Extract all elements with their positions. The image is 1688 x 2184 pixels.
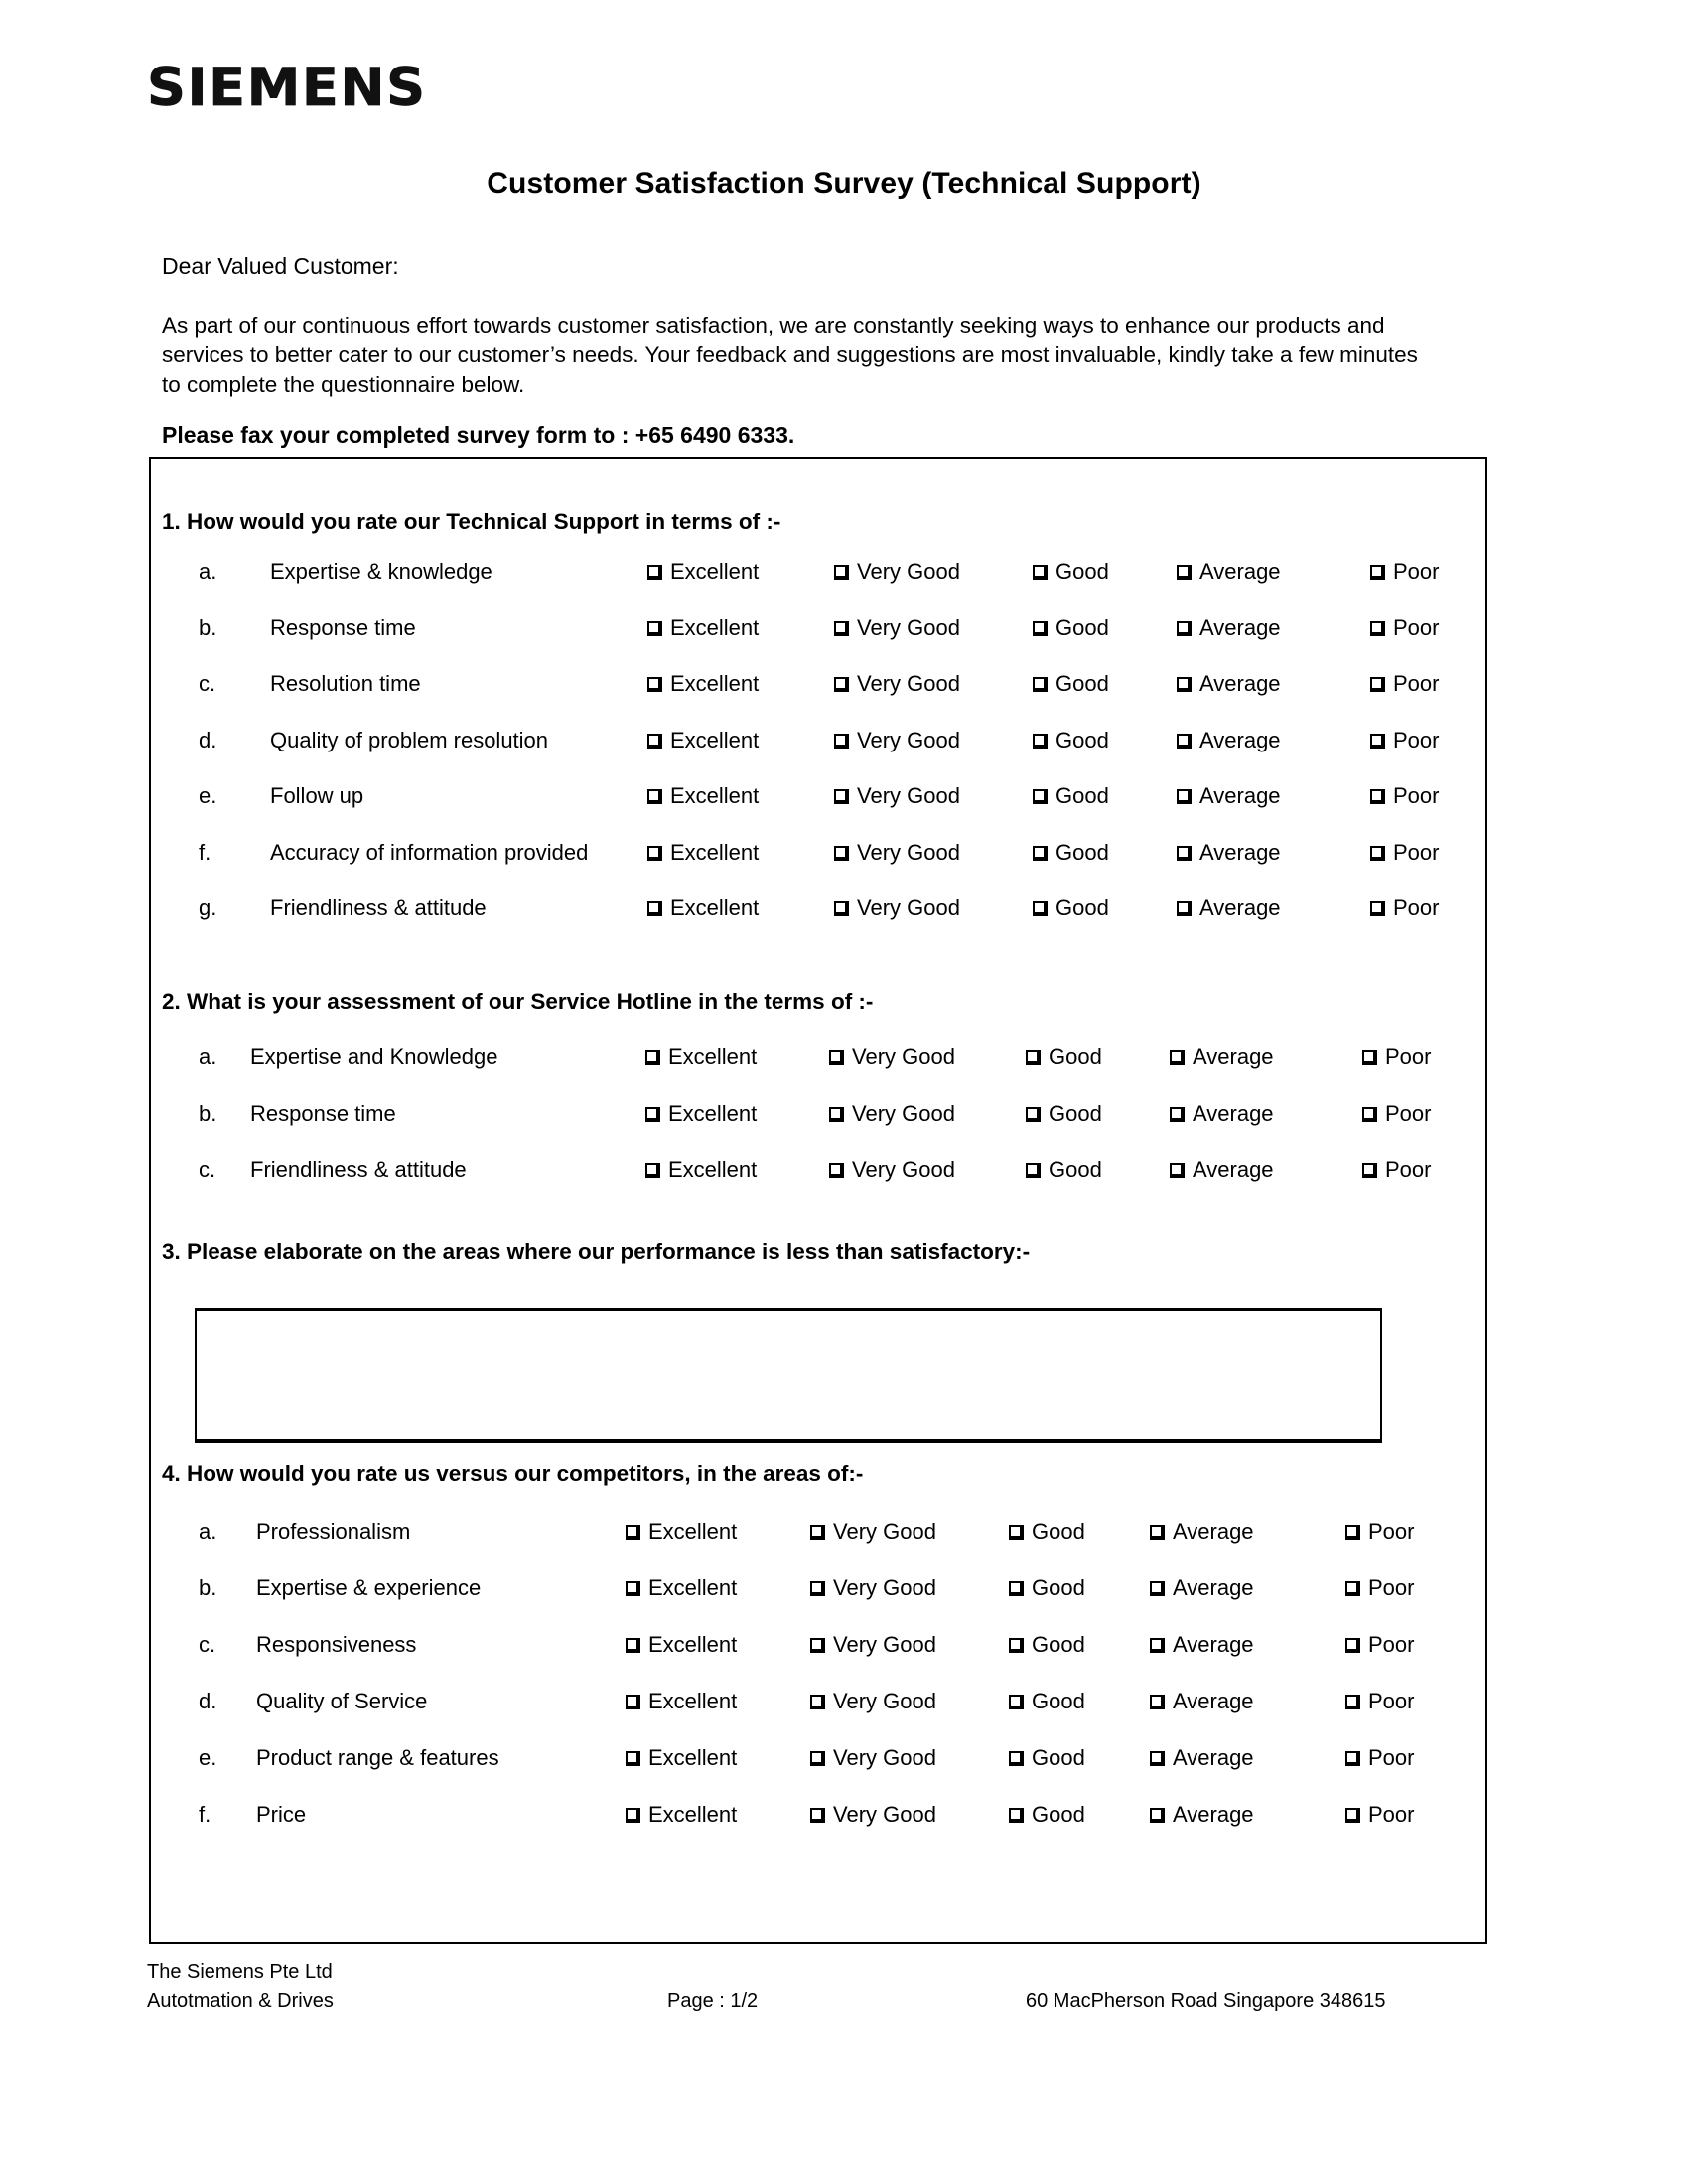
rating-option[interactable]	[626, 1802, 737, 1828]
rating-option[interactable]	[647, 615, 759, 641]
rating-option-label: Excellent	[648, 1519, 738, 1544]
rating-option-label: Average	[1173, 1632, 1254, 1657]
intro-paragraph: As part of our continuous effort towards customer satisfaction, we are constantly seeking ways to enhance our products and services to better cater to our customer’s needs. Your feedback and suggestions are most invaluable, kindly take a few minutes to complete the questionnaire below.	[162, 313, 1418, 397]
checkbox-icon[interactable]	[647, 621, 662, 636]
row-letter: d.	[199, 727, 217, 752]
checkbox-icon[interactable]	[1026, 1050, 1041, 1065]
rating-option-label: Poor	[1393, 671, 1440, 696]
checkbox-icon[interactable]	[645, 1163, 660, 1178]
row-letter: a.	[199, 1044, 217, 1069]
rating-option-label: Good	[1055, 839, 1109, 865]
rating-option-label: Poor	[1393, 895, 1440, 920]
checkbox-icon[interactable]	[1009, 1751, 1024, 1766]
checkbox-icon[interactable]	[834, 846, 849, 861]
rating-option[interactable]	[1026, 1044, 1102, 1070]
rating-option-label: Very Good	[833, 1632, 936, 1657]
checkbox-icon[interactable]	[1150, 1525, 1165, 1540]
checkbox-icon[interactable]	[1362, 1050, 1377, 1065]
row-letter: a.	[199, 1519, 217, 1544]
rating-option-label: Very Good	[833, 1519, 936, 1544]
question-3-heading: 3. Please elaborate on the areas where our performance is less than satisfactory:-	[162, 1239, 1031, 1264]
rating-option[interactable]	[1177, 728, 1281, 753]
rating-option-label: Poor	[1393, 783, 1440, 808]
checkbox-icon[interactable]	[1177, 789, 1192, 804]
rating-option[interactable]	[647, 671, 759, 697]
rating-option-label: Average	[1199, 727, 1281, 752]
row-label: Response time	[270, 614, 416, 640]
rating-option-label: Excellent	[648, 1689, 738, 1713]
checkbox-icon[interactable]	[1009, 1638, 1024, 1653]
rating-option[interactable]	[1150, 1745, 1254, 1771]
checkbox-icon[interactable]	[626, 1695, 640, 1709]
rating-option-label: Good	[1055, 559, 1109, 584]
checkbox-icon[interactable]	[810, 1808, 825, 1823]
rating-option-label: Average	[1173, 1575, 1254, 1600]
rating-option-label: Poor	[1393, 727, 1440, 752]
checkbox-icon[interactable]	[1170, 1163, 1185, 1178]
rating-option[interactable]	[1370, 728, 1439, 753]
row-label: Responsiveness	[256, 1632, 417, 1657]
rating-option-label: Poor	[1393, 614, 1440, 640]
checkbox-icon[interactable]	[834, 789, 849, 804]
rating-option[interactable]	[834, 559, 960, 585]
checkbox-icon[interactable]	[1009, 1695, 1024, 1709]
rating-option[interactable]	[1033, 615, 1109, 641]
rating-option-label: Poor	[1368, 1575, 1415, 1600]
rating-option-label: Poor	[1385, 1044, 1432, 1069]
rating-option[interactable]	[645, 1044, 757, 1070]
rating-option-label: Very Good	[857, 895, 960, 920]
rating-option-label: Good	[1055, 671, 1109, 696]
row-label: Quality of problem resolution	[270, 727, 549, 752]
page-footer	[0, 1961, 1688, 2040]
rating-option[interactable]	[1370, 840, 1439, 866]
row-label: Accuracy of information provided	[270, 839, 589, 865]
checkbox-icon[interactable]	[1170, 1107, 1185, 1122]
rating-option[interactable]	[810, 1689, 936, 1714]
rating-option-label: Average	[1199, 614, 1281, 640]
rating-option[interactable]	[645, 1158, 757, 1183]
checkbox-icon[interactable]	[1033, 734, 1048, 749]
row-letter: c.	[199, 671, 216, 696]
rating-option-label: Very Good	[857, 783, 960, 808]
rating-option-label: Poor	[1385, 1101, 1432, 1126]
row-letter: g.	[199, 895, 217, 920]
checkbox-icon[interactable]	[626, 1808, 640, 1823]
rating-option[interactable]	[1009, 1802, 1085, 1828]
rating-option-label: Excellent	[668, 1158, 758, 1182]
rating-option[interactable]	[1026, 1158, 1102, 1183]
checkbox-icon[interactable]	[1177, 846, 1192, 861]
rating-option-label: Good	[1055, 783, 1109, 808]
row-label: Quality of Service	[256, 1689, 428, 1713]
checkbox-icon[interactable]	[834, 901, 849, 916]
rating-option-label: Very Good	[852, 1044, 955, 1069]
rating-option[interactable]	[1170, 1044, 1274, 1070]
row-label: Expertise & knowledge	[270, 559, 492, 584]
checkbox-icon[interactable]	[1370, 789, 1385, 804]
row-letter: c.	[199, 1158, 216, 1182]
rating-option[interactable]	[1033, 671, 1109, 697]
rating-option[interactable]	[829, 1101, 955, 1127]
rating-option[interactable]	[1345, 1519, 1414, 1545]
row-label: Resolution time	[270, 671, 421, 696]
rating-option[interactable]	[626, 1689, 737, 1714]
checkbox-icon[interactable]	[1370, 677, 1385, 692]
rating-option[interactable]	[647, 559, 759, 585]
rating-option[interactable]	[1033, 783, 1109, 809]
row-label: Friendliness & attitude	[270, 895, 487, 920]
rating-option[interactable]	[1150, 1575, 1254, 1601]
rating-option-label: Average	[1199, 839, 1281, 865]
row-label: Friendliness & attitude	[250, 1158, 467, 1182]
rating-option-label: Poor	[1368, 1689, 1415, 1713]
rating-option-label: Very Good	[833, 1745, 936, 1770]
checkbox-icon[interactable]	[647, 565, 662, 580]
rating-option-label: Average	[1199, 671, 1281, 696]
rating-option-label: Poor	[1368, 1632, 1415, 1657]
rating-option[interactable]	[626, 1519, 737, 1545]
rating-option[interactable]	[829, 1044, 955, 1070]
checkbox-icon[interactable]	[810, 1695, 825, 1709]
rating-option-label: Excellent	[668, 1044, 758, 1069]
checkbox-icon[interactable]	[810, 1525, 825, 1540]
checkbox-icon[interactable]	[1345, 1581, 1360, 1596]
row-label: Product range & features	[256, 1745, 499, 1770]
rating-option[interactable]	[1177, 615, 1281, 641]
checkbox-icon[interactable]	[1033, 846, 1048, 861]
checkbox-icon[interactable]	[1370, 846, 1385, 861]
checkbox-icon[interactable]	[810, 1581, 825, 1596]
row-label: Price	[256, 1802, 307, 1827]
checkbox-icon[interactable]	[1150, 1581, 1165, 1596]
rating-option[interactable]	[1370, 559, 1439, 585]
checkbox-icon[interactable]	[1370, 901, 1385, 916]
checkbox-icon[interactable]	[645, 1107, 660, 1122]
checkbox-icon[interactable]	[1370, 621, 1385, 636]
checkbox-icon[interactable]	[647, 789, 662, 804]
rating-option-label: Very Good	[857, 727, 960, 752]
rating-option-label: Excellent	[668, 1101, 758, 1126]
rating-option[interactable]	[1177, 671, 1281, 697]
checkbox-icon[interactable]	[1177, 734, 1192, 749]
checkbox-icon[interactable]	[647, 677, 662, 692]
row-letter: b.	[199, 1575, 217, 1600]
row-letter: b.	[199, 614, 217, 640]
rating-option[interactable]	[1177, 783, 1281, 809]
checkbox-icon[interactable]	[647, 901, 662, 916]
checkbox-icon[interactable]	[1150, 1751, 1165, 1766]
footer-page-number: Page : 1/2	[667, 1990, 759, 2012]
rating-option-label: Average	[1199, 783, 1281, 808]
rating-option-label: Average	[1173, 1745, 1254, 1770]
rating-option[interactable]	[1033, 840, 1109, 866]
rating-option[interactable]	[1170, 1158, 1274, 1183]
rating-option-label: Good	[1032, 1519, 1085, 1544]
row-label: Follow up	[270, 783, 364, 808]
rating-option[interactable]	[1009, 1519, 1085, 1545]
rating-option[interactable]	[1345, 1575, 1414, 1601]
rating-option-label: Very Good	[833, 1802, 936, 1827]
rating-option[interactable]	[1150, 1632, 1254, 1658]
rating-option-label: Poor	[1368, 1745, 1415, 1770]
row-letter: e.	[199, 1745, 217, 1770]
rating-option-label: Very Good	[857, 839, 960, 865]
rating-option-label: Average	[1193, 1158, 1274, 1182]
rating-option[interactable]	[647, 728, 759, 753]
rating-option-label: Good	[1055, 895, 1109, 920]
rating-option[interactable]	[626, 1632, 737, 1658]
checkbox-icon[interactable]	[834, 621, 849, 636]
checkbox-icon[interactable]	[626, 1751, 640, 1766]
rating-option[interactable]	[1345, 1689, 1414, 1714]
rating-option-label: Good	[1032, 1802, 1085, 1827]
footer-division: Autotmation & Drives	[147, 1990, 334, 2012]
checkbox-icon[interactable]	[810, 1751, 825, 1766]
rating-option-label: Good	[1049, 1158, 1102, 1182]
checkbox-icon[interactable]	[626, 1581, 640, 1596]
row-letter: d.	[199, 1689, 217, 1713]
footer-address: 60 MacPherson Road Singapore 348615	[1026, 1990, 1386, 2012]
row-letter: c.	[199, 1632, 216, 1657]
checkbox-icon[interactable]	[1177, 901, 1192, 916]
rating-option[interactable]	[810, 1519, 936, 1545]
rating-option-label: Poor	[1368, 1802, 1415, 1827]
checkbox-icon[interactable]	[829, 1107, 844, 1122]
rating-option-label: Very Good	[857, 671, 960, 696]
rating-option-label: Excellent	[648, 1575, 738, 1600]
rating-option[interactable]	[645, 1101, 757, 1127]
rating-option-label: Average	[1193, 1101, 1274, 1126]
rating-option-label: Very Good	[833, 1689, 936, 1713]
rating-option[interactable]	[647, 895, 759, 921]
rating-option-label: Poor	[1368, 1519, 1415, 1544]
rating-option[interactable]	[1026, 1101, 1102, 1127]
rating-option[interactable]	[1033, 895, 1109, 921]
checkbox-icon[interactable]	[1026, 1163, 1041, 1178]
checkbox-icon[interactable]	[1026, 1107, 1041, 1122]
siemens-logo: SIEMENS	[147, 58, 427, 118]
rating-option[interactable]	[1150, 1519, 1254, 1545]
checkbox-icon[interactable]	[1370, 565, 1385, 580]
page-title: Customer Satisfaction Survey (Technical Support)	[487, 167, 1201, 200]
footer-company: The Siemens Pte Ltd	[147, 1961, 333, 1982]
rating-option[interactable]	[1170, 1101, 1274, 1127]
checkbox-icon[interactable]	[1362, 1107, 1377, 1122]
checkbox-icon[interactable]	[1150, 1808, 1165, 1823]
rating-option[interactable]	[1150, 1689, 1254, 1714]
checkbox-icon[interactable]	[626, 1638, 640, 1653]
rating-option-label: Good	[1032, 1632, 1085, 1657]
rating-option[interactable]	[647, 783, 759, 809]
rating-option-label: Good	[1032, 1745, 1085, 1770]
rating-option-label: Average	[1193, 1044, 1274, 1069]
checkbox-icon[interactable]	[1345, 1525, 1360, 1540]
rating-option-label: Poor	[1393, 559, 1440, 584]
rating-option[interactable]	[647, 840, 759, 866]
checkbox-icon[interactable]	[1009, 1525, 1024, 1540]
checkbox-icon[interactable]	[1033, 565, 1048, 580]
rating-option[interactable]	[1362, 1158, 1431, 1183]
checkbox-icon[interactable]	[1177, 565, 1192, 580]
checkbox-icon[interactable]	[1177, 677, 1192, 692]
checkbox-icon[interactable]	[834, 734, 849, 749]
rating-option[interactable]	[810, 1745, 936, 1771]
rating-option[interactable]	[1009, 1689, 1085, 1714]
rating-option[interactable]	[1177, 559, 1281, 585]
rating-option[interactable]	[1177, 840, 1281, 866]
rating-option-label: Good	[1055, 727, 1109, 752]
fax-instruction: Please fax your completed survey form to : +65 6490 6333.	[162, 422, 795, 448]
row-label: Expertise and Knowledge	[250, 1044, 498, 1069]
rating-option[interactable]	[1370, 895, 1439, 921]
checkbox-icon[interactable]	[1150, 1695, 1165, 1709]
row-letter: b.	[199, 1101, 217, 1126]
rating-option-label: Very Good	[857, 559, 960, 584]
rating-option[interactable]	[1345, 1632, 1414, 1658]
rating-option-label: Average	[1173, 1802, 1254, 1827]
rating-option[interactable]	[1177, 895, 1281, 921]
rating-option[interactable]	[1362, 1044, 1431, 1070]
question-4-heading: 4. How would you rate us versus our competitors, in the areas of:-	[162, 1461, 864, 1486]
rating-option[interactable]	[1370, 671, 1439, 697]
rating-option-label: Good	[1032, 1689, 1085, 1713]
checkbox-icon[interactable]	[1150, 1638, 1165, 1653]
rating-option-label: Excellent	[670, 727, 760, 752]
rating-option[interactable]	[1150, 1802, 1254, 1828]
checkbox-icon[interactable]	[1033, 901, 1048, 916]
rating-option[interactable]	[1362, 1101, 1431, 1127]
rating-option[interactable]	[626, 1575, 737, 1601]
row-letter: e.	[199, 783, 217, 808]
checkbox-icon[interactable]	[834, 677, 849, 692]
rating-option[interactable]	[834, 728, 960, 753]
rating-option[interactable]	[810, 1632, 936, 1658]
checkbox-icon[interactable]	[1345, 1695, 1360, 1709]
rating-option-label: Excellent	[670, 839, 760, 865]
checkbox-icon[interactable]	[1170, 1050, 1185, 1065]
checkbox-icon[interactable]	[829, 1050, 844, 1065]
rating-option-label: Good	[1055, 614, 1109, 640]
checkbox-icon[interactable]	[645, 1050, 660, 1065]
checkbox-icon[interactable]	[1009, 1808, 1024, 1823]
rating-option[interactable]	[1009, 1632, 1085, 1658]
checkbox-icon[interactable]	[647, 734, 662, 749]
question-2-heading: 2. What is your assessment of our Service Hotline in the terms of :-	[162, 989, 874, 1014]
checkbox-icon[interactable]	[626, 1525, 640, 1540]
rating-option[interactable]	[1009, 1575, 1085, 1601]
rating-option-label: Good	[1032, 1575, 1085, 1600]
rating-option-label: Good	[1049, 1044, 1102, 1069]
checkbox-icon[interactable]	[1345, 1638, 1360, 1653]
row-label: Response time	[250, 1101, 396, 1126]
rating-option-label: Poor	[1393, 839, 1440, 865]
rating-option[interactable]	[1009, 1745, 1085, 1771]
row-label: Professionalism	[256, 1519, 411, 1544]
rating-option[interactable]	[1370, 783, 1439, 809]
rating-option[interactable]	[1370, 615, 1439, 641]
rating-option[interactable]	[834, 895, 960, 921]
rating-option[interactable]	[810, 1575, 936, 1601]
salutation-text: Dear Valued Customer:	[162, 253, 399, 279]
row-label: Expertise & experience	[256, 1575, 482, 1600]
rating-option[interactable]	[1345, 1745, 1414, 1771]
rating-option[interactable]	[834, 615, 960, 641]
rating-option-label: Average	[1199, 895, 1281, 920]
rating-option-label: Excellent	[670, 559, 760, 584]
rating-option[interactable]	[626, 1745, 737, 1771]
checkbox-icon[interactable]	[647, 846, 662, 861]
checkbox-icon[interactable]	[834, 565, 849, 580]
checkbox-icon[interactable]	[1033, 677, 1048, 692]
rating-option-label: Average	[1173, 1519, 1254, 1544]
rating-option-label: Poor	[1385, 1158, 1432, 1182]
rating-option-label: Excellent	[648, 1802, 738, 1827]
rating-option-label: Very Good	[833, 1575, 936, 1600]
checkbox-icon[interactable]	[1009, 1581, 1024, 1596]
rating-option[interactable]	[834, 840, 960, 866]
checkbox-icon[interactable]	[810, 1638, 825, 1653]
question-3-answer-box[interactable]	[195, 1308, 1382, 1443]
rating-option[interactable]	[810, 1802, 936, 1828]
rating-option-label: Average	[1173, 1689, 1254, 1713]
rating-option-label: Excellent	[670, 614, 760, 640]
rating-option[interactable]	[829, 1158, 955, 1183]
rating-option-label: Excellent	[670, 671, 760, 696]
row-letter: f.	[199, 1802, 211, 1827]
rating-option-label: Very Good	[857, 614, 960, 640]
rating-option-label: Very Good	[852, 1101, 955, 1126]
rating-option-label: Average	[1199, 559, 1281, 584]
row-letter: f.	[199, 839, 211, 865]
checkbox-icon[interactable]	[1033, 789, 1048, 804]
rating-option-label: Excellent	[670, 783, 760, 808]
rating-option[interactable]	[1033, 728, 1109, 753]
row-letter: a.	[199, 559, 217, 584]
rating-option-label: Excellent	[648, 1632, 738, 1657]
rating-option[interactable]	[834, 783, 960, 809]
question-1-heading: 1. How would you rate our Technical Support in terms of :-	[162, 509, 781, 534]
checkbox-icon[interactable]	[829, 1163, 844, 1178]
checkbox-icon[interactable]	[1345, 1808, 1360, 1823]
rating-option-label: Very Good	[852, 1158, 955, 1182]
checkbox-icon[interactable]	[1177, 621, 1192, 636]
checkbox-icon[interactable]	[1362, 1163, 1377, 1178]
rating-option-label: Excellent	[648, 1745, 738, 1770]
rating-option-label: Good	[1049, 1101, 1102, 1126]
rating-option-label: Excellent	[670, 895, 760, 920]
checkbox-icon[interactable]	[1370, 734, 1385, 749]
rating-option[interactable]	[834, 671, 960, 697]
checkbox-icon[interactable]	[1033, 621, 1048, 636]
checkbox-icon[interactable]	[1345, 1751, 1360, 1766]
rating-option[interactable]	[1033, 559, 1109, 585]
rating-option[interactable]	[1345, 1802, 1414, 1828]
